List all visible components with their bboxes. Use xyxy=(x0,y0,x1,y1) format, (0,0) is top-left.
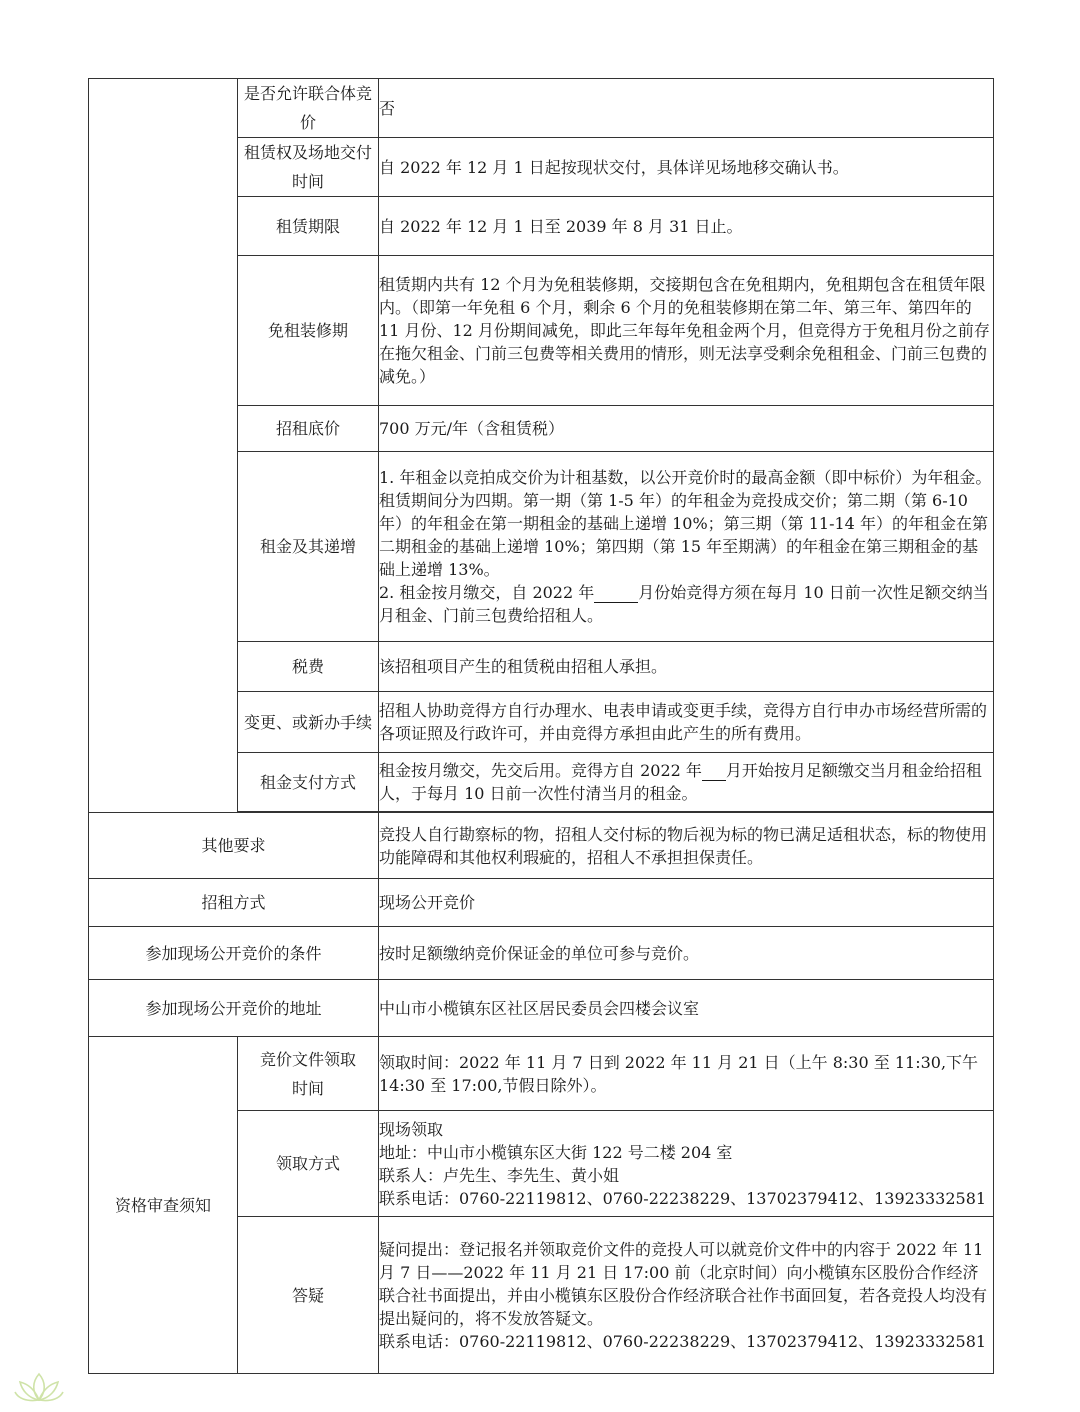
value-reserve-price: 700 万元/年（含租赁税） xyxy=(379,406,994,452)
label-doc-time: 竞价文件领取时间 xyxy=(238,1037,379,1111)
collect-line-4: 联系电话：0760-22119812、0760-22238229、13702379412、13923332581 xyxy=(379,1188,987,1208)
value-payment xyxy=(379,753,994,812)
value-delivery: 自 2022 年 12 月 1 日起按现状交付，具体详见场地移交确认书。 xyxy=(379,138,994,197)
label-method: 招租方式 xyxy=(89,879,379,927)
qa-phone: 联系电话：0760-22119812、0760-22238229、13702379412、13923332581 xyxy=(379,1331,987,1351)
label-qualification: 资格审查须知 xyxy=(89,1037,238,1374)
rent-increase-p2-before: 2. 租金按月缴交，自 2022 年 xyxy=(379,583,595,602)
payment-before: 租金按月缴交，先交后用。竞得方自 2022 年 xyxy=(379,761,702,780)
lotus-watermark-icon xyxy=(14,1370,64,1404)
value-rent-free: 租赁期内共有 12 个月为免租装修期，交接期包含在免租期内，免租期包含在租赁年限内。（即第一年免租 6 个月，剩余 6 个月的免租装修期在第二年、第三年、第四年的 11 月份、12 月份期间减免，即此三年每年免租金两个月，但竞得方于免租月份之前存在拖欠租金、门前三包费等相关费用的情形，则无法享受剩余免租租金、门前三包费的减免。） xyxy=(379,256,994,406)
value-term: 自 2022 年 12 月 1 日至 2039 年 8 月 31 日止。 xyxy=(379,197,994,256)
fill-blank-month xyxy=(594,584,638,603)
label-payment: 租金支付方式 xyxy=(238,753,379,812)
rent-increase-paragraph-2 xyxy=(379,581,993,627)
label-qa: 答疑 xyxy=(238,1217,379,1374)
continued-group-cell xyxy=(89,79,238,813)
label-address: 参加现场公开竞价的地址 xyxy=(89,980,379,1037)
value-conditions: 按时足额缴纳竞价保证金的单位可参与竞价。 xyxy=(379,927,994,980)
collect-line-3: 联系人：卢先生、李先生、黄小姐 xyxy=(379,1165,620,1185)
value-tax: 该招租项目产生的租赁税由招租人承担。 xyxy=(379,642,994,692)
label-collect: 领取方式 xyxy=(238,1111,379,1217)
value-method: 现场公开竞价 xyxy=(379,879,994,927)
label-conditions: 参加现场公开竞价的条件 xyxy=(89,927,379,980)
tender-terms-table xyxy=(88,78,994,1374)
table-row xyxy=(89,927,994,980)
table-row xyxy=(89,813,994,879)
qa-text: 疑问提出：登记报名并领取竞价文件的竞投人可以就竞价文件中的内容于 2022 年 11 月 7 日——2022 年 11 月 21 日 17:00 前（北京时间）向小榄镇东区股份合作经济联合社书面提出，并由小榄镇东区股份合作经济联合社作书面回复，若各竞投人均没有提出疑问的，将不发放答疑文。 xyxy=(379,1239,988,1328)
table-row xyxy=(89,879,994,927)
value-rent-increase xyxy=(379,452,994,642)
rent-increase-p2-after: 月份始竞得方须在每月 10 日前一次性足额交纳当月租金、门前三包费给招租人。 xyxy=(379,583,989,625)
label-rent-free: 免租装修期 xyxy=(238,256,379,406)
label-tax: 税费 xyxy=(238,642,379,692)
value-collect xyxy=(379,1111,994,1217)
payment-after: 月开始按月足额缴交当月租金给招租人，于每月 10 日前一次性付清当月的租金。 xyxy=(379,761,982,803)
collect-line-2: 地址：中山市小榄镇东区大街 122 号二楼 204 室 xyxy=(379,1142,733,1162)
table-row xyxy=(89,79,994,138)
label-delivery: 租赁权及场地交付时间 xyxy=(238,138,379,197)
value-other: 竞投人自行勘察标的物，招租人交付标的物后视为标的物已满足适租状态，标的物使用功能障碍和其他权利瑕疵的，招租人不承担担保责任。 xyxy=(379,813,994,879)
value-qa xyxy=(379,1217,994,1374)
collect-line-1: 现场领取 xyxy=(379,1119,444,1139)
value-change: 招租人协助竞得方自行办理水、电表申请或变更手续，竞得方自行申办市场经营所需的各项证照及行政许可，并由竞得方承担由此产生的所有费用。 xyxy=(379,692,994,753)
label-change: 变更、或新办手续 xyxy=(238,692,379,753)
label-rent-increase: 租金及其递增 xyxy=(238,452,379,642)
table-row xyxy=(89,1037,994,1111)
value-doc-time: 领取时间：2022 年 11 月 7 日到 2022 年 11 月 21 日（上午 8:30 至 11:30,下午 14:30 至 17:00,节假日除外）。 xyxy=(379,1037,994,1111)
table-row xyxy=(89,980,994,1037)
label-consortium: 是否允许联合体竞价 xyxy=(238,79,379,138)
value-consortium: 否 xyxy=(379,79,994,138)
label-term: 租赁期限 xyxy=(238,197,379,256)
value-address: 中山市小榄镇东区社区居民委员会四楼会议室 xyxy=(379,980,994,1037)
rent-increase-paragraph-1: 1. 年租金以竞拍成交价为计租基数，以公开竞价时的最高金额（即中标价）为年租金。租赁期间分为四期。第一期（第 1-5 年）的年租金为竞投成交价；第二期（第 6-10 年）的年租金在第一期租金的基础上递增 10%；第三期（第 11-14 年）的年租金在第二期租金的基础上递增 10%；第四期（第 15 年至期满）的年租金在第三期租金的基础上递增 13%。 xyxy=(379,468,992,579)
label-other: 其他要求 xyxy=(89,813,379,879)
label-reserve-price: 招租底价 xyxy=(238,406,379,452)
fill-blank-month xyxy=(702,762,726,781)
